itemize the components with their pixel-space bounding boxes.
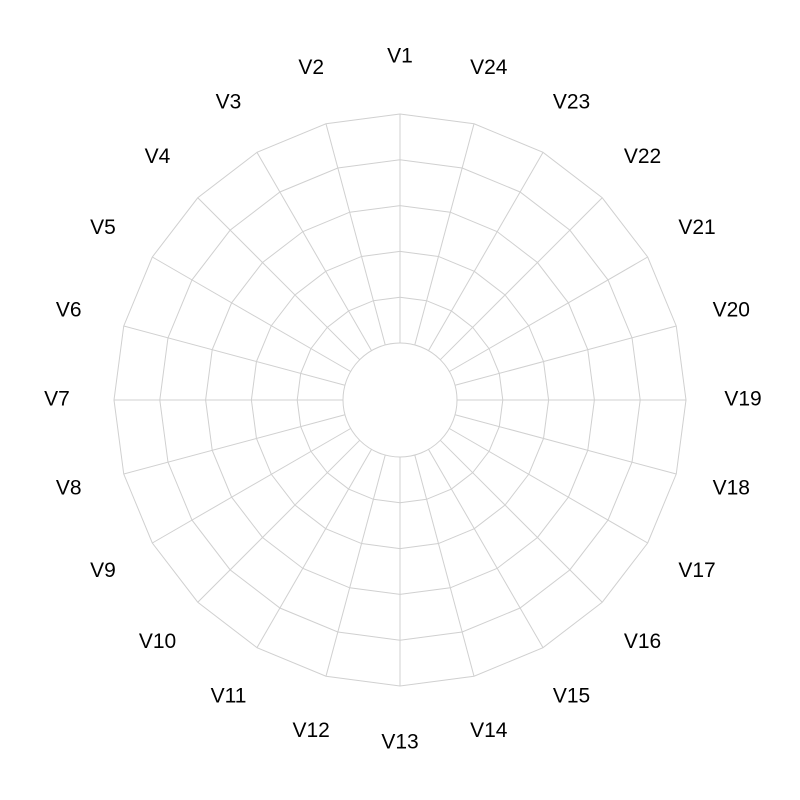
axis-spokes [114, 114, 686, 686]
axis-label-v9: V9 [90, 559, 116, 583]
axis-spoke-v18 [455, 415, 676, 474]
axis-spoke-v23 [429, 152, 544, 350]
axis-spoke-v12 [326, 455, 385, 676]
axis-spoke-v4 [198, 198, 360, 360]
axis-label-v4: V4 [144, 145, 171, 169]
axis-label-v23: V23 [552, 90, 591, 114]
axis-label-v12: V12 [292, 718, 330, 742]
axis-label-v13: V13 [381, 730, 419, 754]
axis-spoke-v16 [440, 440, 602, 602]
axis-spoke-v5 [152, 257, 350, 372]
axis-label-v24: V24 [470, 56, 508, 80]
axis-label-v11: V11 [210, 684, 247, 708]
axis-spoke-v24 [415, 124, 474, 345]
axis-spoke-v8 [124, 415, 345, 474]
axis-label-v14: V14 [470, 718, 508, 742]
axis-spoke-v17 [449, 429, 647, 544]
axis-label-v15: V15 [552, 684, 591, 708]
axis-label-v17: V17 [678, 559, 716, 583]
axis-label-v2: V2 [298, 56, 325, 80]
axis-label-v10: V10 [138, 630, 177, 654]
axis-label-v18: V18 [712, 476, 750, 500]
axis-spoke-v6 [124, 326, 345, 385]
axis-spoke-v21 [449, 257, 647, 372]
axis-label-v3: V3 [215, 90, 242, 114]
axis-label-v20: V20 [712, 298, 750, 322]
axis-spoke-v11 [257, 449, 372, 647]
axis-spoke-v10 [198, 440, 360, 602]
axis-spoke-v22 [440, 198, 602, 360]
axis-label-v8: V8 [55, 476, 82, 500]
axis-spoke-v14 [415, 455, 474, 676]
axis-spoke-v3 [257, 152, 372, 350]
axis-label-v1: V1 [387, 44, 413, 68]
axis-label-v22: V22 [623, 145, 662, 169]
axis-spoke-v9 [152, 429, 350, 544]
axis-spoke-v20 [455, 326, 676, 385]
axis-labels [44, 45, 762, 754]
axis-label-v19: V19 [724, 387, 762, 411]
axis-spoke-v15 [429, 449, 544, 647]
axis-label-v7: V7 [44, 387, 70, 411]
axis-spoke-v2 [326, 124, 385, 345]
grid-inner-circle [343, 343, 457, 457]
axis-label-v6: V6 [55, 298, 82, 322]
axis-label-v21: V21 [678, 216, 716, 240]
axis-label-v5: V5 [90, 216, 116, 240]
axis-label-v16: V16 [623, 630, 662, 654]
